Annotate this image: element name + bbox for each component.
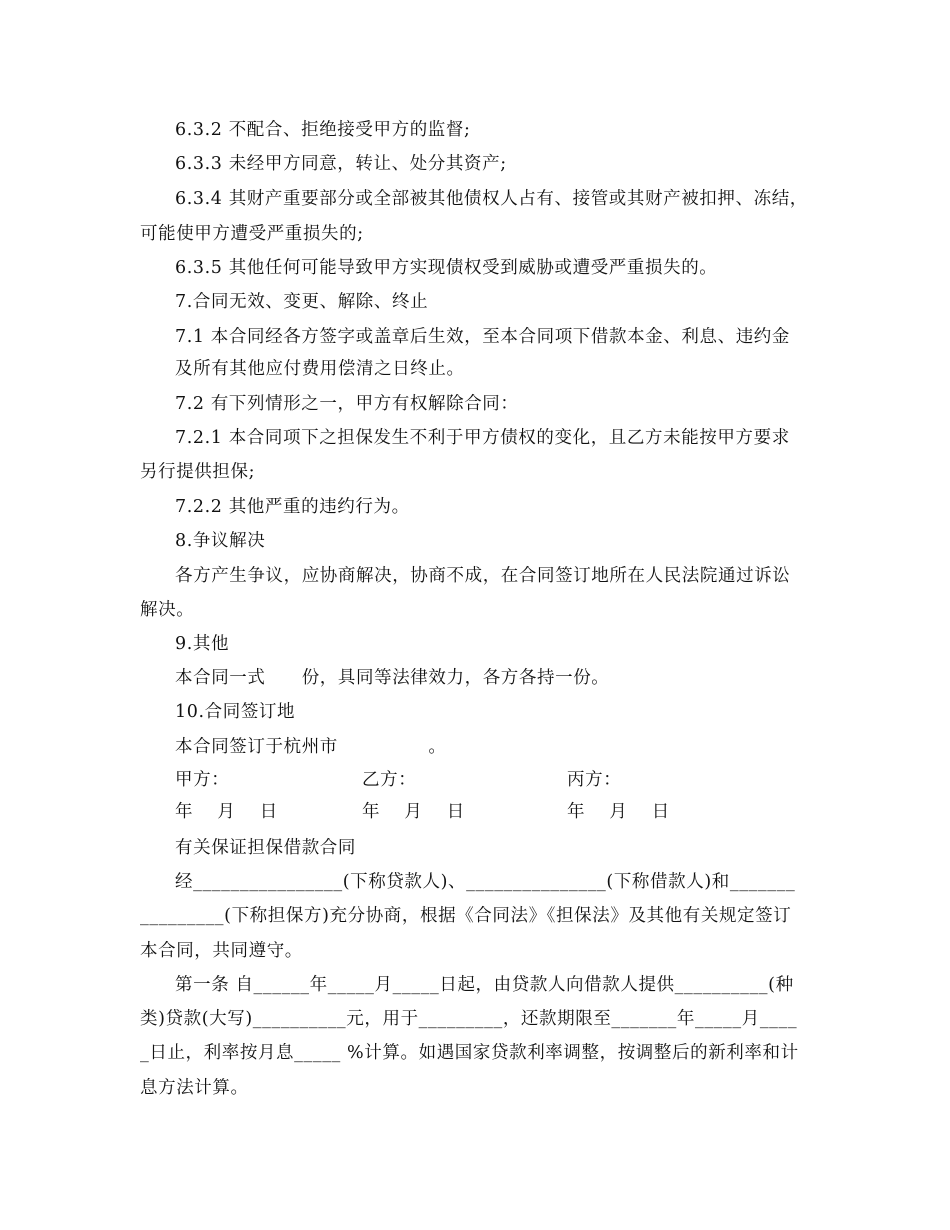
article-1-line-1: 第一条 自______年_____月_____日起，由贷款人向借款人提供__________(种 xyxy=(175,975,794,995)
preamble-line-2: _________(下称担保方)充分协商，根据《合同法》《担保法》及其他有关规定签订 xyxy=(140,906,792,926)
section-7-heading: 7.合同无效、变更、解除、终止 xyxy=(175,292,429,312)
clause-6-3-3: 6.3.3 未经甲方同意，转让、处分其资产; xyxy=(175,154,507,174)
party-a-date: 年 月 日 xyxy=(175,802,278,822)
clause-7-2-2: 7.2.2 其他严重的违约行为。 xyxy=(175,497,410,517)
preamble-line-3: 本合同，共同遵守。 xyxy=(140,941,303,961)
clause-8-text-cont: 解决。 xyxy=(140,600,195,620)
contract-title: 有关保证担保借款合同 xyxy=(175,838,356,858)
clause-7-2: 7.2 有下列情形之一，甲方有权解除合同： xyxy=(175,394,519,414)
party-a-label: 甲方： xyxy=(175,770,230,790)
party-c-date: 年 月 日 xyxy=(567,802,670,822)
party-c-label: 丙方： xyxy=(567,770,622,790)
clause-7-1-cont: 及所有其他应付费用偿清之日终止。 xyxy=(175,359,465,379)
preamble-line-1: 经________________(下称贷款人)、_______________(下称借款人)和_______ xyxy=(175,872,796,892)
clause-6-3-4-cont: 可能使甲方遭受严重损失的; xyxy=(140,224,364,244)
section-8-heading: 8.争议解决 xyxy=(175,531,266,551)
clause-6-3-5: 6.3.5 其他任何可能导致甲方实现债权受到威胁或遭受严重损失的。 xyxy=(175,258,718,278)
clause-9-text: 本合同一式 份，具同等法律效力，各方各持一份。 xyxy=(175,668,610,688)
clause-6-3-4: 6.3.4 其财产重要部分或全部被其他债权人占有、接管或其财产被扣押、冻结， xyxy=(175,189,808,209)
clause-10-text: 本合同签订于杭州市 。 xyxy=(175,737,447,757)
article-1-line-2: 类)贷款(大写)__________元，用于_________，还款期限至_______年_____月____ xyxy=(140,1009,798,1029)
clause-7-2-1: 7.2.1 本合同项下之担保发生不利于甲方债权的变化，且乙方未能按甲方要求 xyxy=(175,428,790,448)
article-1-line-4: 息方法计算。 xyxy=(140,1078,249,1098)
party-b-label: 乙方： xyxy=(362,770,417,790)
section-10-heading: 10.合同签订地 xyxy=(175,702,296,722)
party-b-date: 年 月 日 xyxy=(362,802,465,822)
clause-7-2-1-cont: 另行提供担保; xyxy=(140,462,256,482)
section-9-heading: 9.其他 xyxy=(175,634,230,654)
article-1-line-3: _日止，利率按月息_____ %计算。如遇国家贷款利率调整，按调整后的新利率和计 xyxy=(140,1043,799,1063)
clause-6-3-2: 6.3.2 不配合、拒绝接受甲方的监督; xyxy=(175,120,471,140)
clause-7-1: 7.1 本合同经各方签字或盖章后生效，至本合同项下借款本金、利息、违约金 xyxy=(175,327,790,347)
clause-8-text: 各方产生争议，应协商解决，协商不成，在合同签订地所在人民法院通过诉讼 xyxy=(175,566,791,586)
